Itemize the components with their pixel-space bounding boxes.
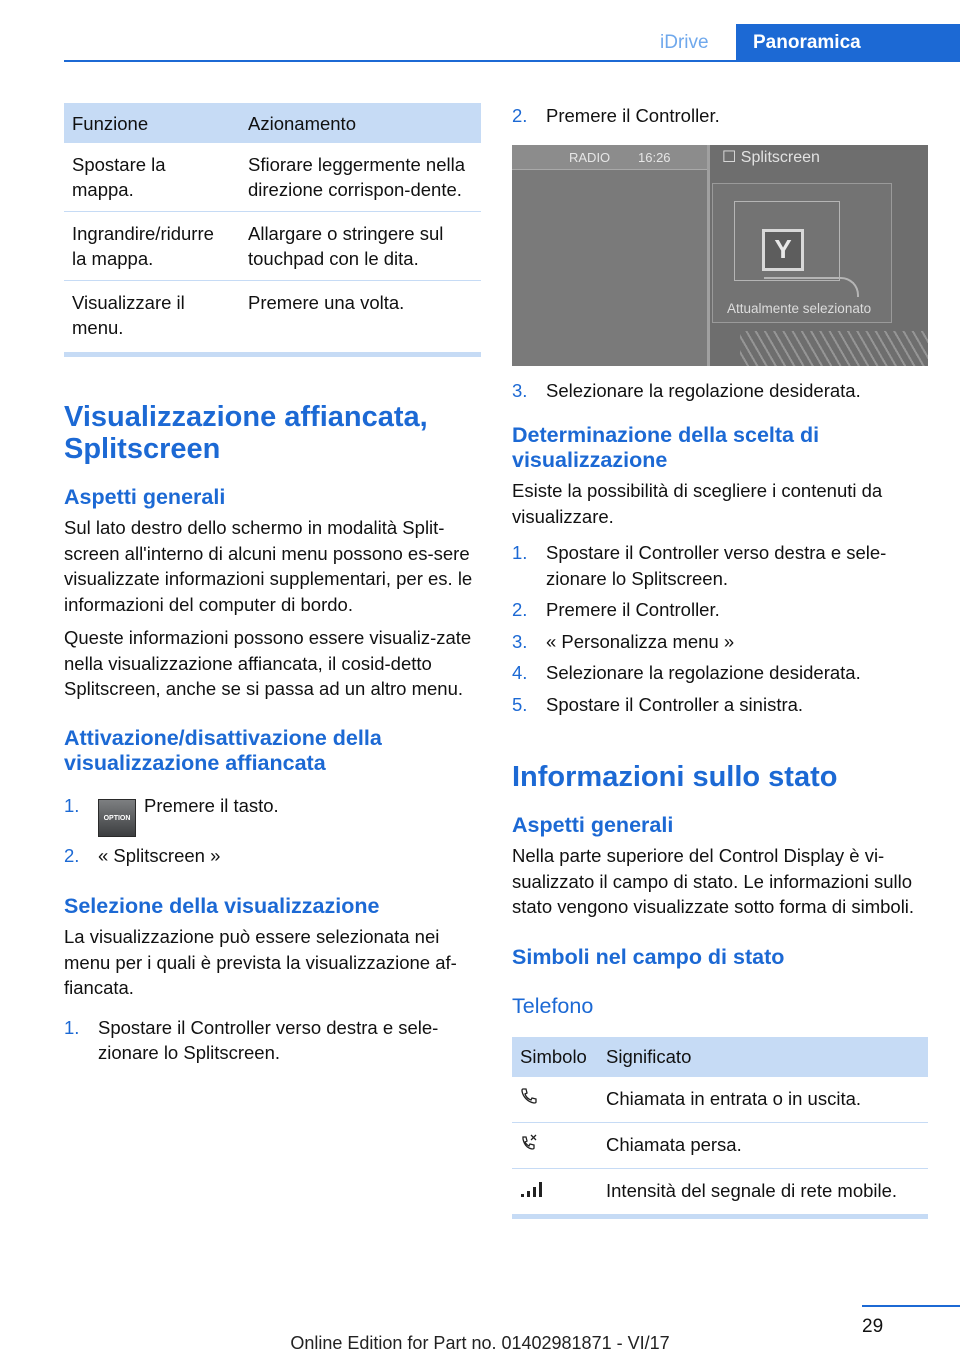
table-row [64,143,481,212]
paragraph: Nella parte superiore del Control Display è vi-sualizzato il campo di stato. Le informazioni sullo stato vengono visualizzate sotto forma di simboli. [512,845,915,917]
controls-table [64,103,481,352]
edition-footer: Online Edition for Part no. 01402981871 - VI/17 [290,1333,670,1353]
table-cell: Visualizzare il menu. [72,292,185,338]
paragraph: La visualizzazione può essere selezionata nei menu per i quali è prevista la visualizzazione af-fiancata. [64,926,457,998]
step-number: 2. [64,844,80,866]
selection-steps [64,1015,481,1066]
selection-steps-continued [512,378,928,404]
table-bottom-rule [64,352,481,357]
list-item [512,540,928,591]
step-number: 1. [64,1016,80,1038]
list-item [512,660,928,686]
subsection-title: Attivazione/disattivazione della visualizzazione affiancata [64,725,382,775]
table-cell [512,1168,598,1214]
screen-map-pattern [740,331,928,366]
table-cell: Chiamata persa. [598,1122,928,1168]
table-row [512,1122,928,1168]
paragraph: Sul lato destro dello schermo in modalità Split-screen all'interno di alcuni menu possono es-sere visualizzate informazioni supplementari, per es. le informazioni del computer di bordo. [64,517,473,615]
section-title: Informazioni sullo stato [512,761,838,793]
selection-steps-continued [512,103,928,129]
screen-splitscreen-title: ☐ Splitscreen [722,148,820,166]
table-cell: Spostare la mappa. [64,143,240,212]
step-text: Premere il Controller. [546,105,720,126]
step-number: 2. [512,599,528,620]
table-header-function: Funzione [64,103,240,143]
signal-strength-icon [520,1179,548,1205]
step-number: 2. [512,105,528,126]
section-title: Visualizzazione affiancata, Splitscreen [64,401,428,465]
table-cell: Intensità del segnale di rete mobile. [606,1179,898,1201]
list-item [64,793,481,837]
screen-radio-label: RADIO [569,149,611,165]
table-cell: Sfiorare leggermente nella direzione corrispon-dente. [240,143,481,212]
table-header-operation: Azionamento [240,103,481,143]
table-cell: Ingrandire/ridurre la mappa. [64,212,240,281]
subsection-title: Aspetti generali [64,485,226,509]
step-text: Spostare il Controller verso destra e sele-zionare lo Splitscreen. [98,1016,439,1063]
list-item [512,378,928,404]
right-column [512,103,928,1219]
list-item [512,103,928,129]
page-number-rule [862,1305,960,1307]
list-item [512,692,928,718]
symbols-table [512,1037,928,1214]
step-number: 3. [512,630,528,652]
list-item [64,1015,481,1066]
step-text: Selezionare la regolazione desiderata. [546,379,861,401]
screen-route-line [764,277,859,297]
table-cell [512,1122,598,1168]
phone-call-icon [520,1087,548,1113]
subsection-title: Determinazione della scelta di visualizzazione [512,423,820,472]
table-header-meaning: Significato [598,1037,928,1077]
step-text: Premere il Controller. [546,599,720,620]
screen-time-label: 16:26 [638,149,671,165]
subsection-title: Aspetti generali [512,813,674,837]
list-item [512,629,928,655]
paragraph: Queste informazioni possono essere visualiz-zate nella visualizzazione affiancata, il cosid-detto Splitscreen, anche se si passa ad un altro menu. [64,627,472,699]
step-number: 4. [512,662,528,683]
step-text: Spostare il Controller verso destra e sele-zionare lo Splitscreen. [546,542,887,589]
splitscreen-screenshot [512,145,928,366]
step-number: 3. [512,379,528,401]
determination-steps [512,540,928,717]
left-column [64,103,481,1066]
page-number: 29 [862,1316,884,1337]
step-number: 1. [512,542,528,563]
step-text: Spostare il Controller a sinistra. [546,693,804,715]
table-cell [512,1077,598,1123]
missed-call-icon [520,1133,548,1159]
activation-steps [64,793,481,869]
table-row [512,1077,928,1123]
table-row [64,281,481,353]
table-cell: Premere una volta. [248,292,405,313]
table-row [512,1168,928,1214]
step-text: Selezionare la regolazione desiderata. [546,662,861,683]
subsection-title: Selezione della visualizzazione [64,894,380,918]
header-chapter-label: Panoramica [736,24,960,62]
paragraph: Esiste la possibilità di scegliere i contenuti da visualizzare. [512,480,883,527]
table-cell: Chiamata in entrata o in uscita. [598,1077,928,1123]
table-row [64,212,481,281]
step-number: 1. [64,794,80,816]
table-cell: Allargare o stringere sul touchpad con le dita. [240,212,481,281]
road-junction-icon: Y [762,229,804,271]
step-number: 5. [512,693,528,715]
step-text: « Splitscreen » [98,844,221,866]
step-text: « Personalizza menu » [546,630,735,652]
table-header-symbol: Simbolo [512,1037,598,1077]
header-rule [64,60,960,62]
header-section-label: iDrive [660,32,709,53]
list-item [512,597,928,623]
list-item [64,843,481,869]
table-bottom-rule [512,1214,928,1219]
subsection-title: Telefono [512,993,594,1018]
option-button-icon: OPTION [98,799,136,837]
screen-selected-label: Attualmente selezionato [727,300,872,316]
subsection-title: Simboli nel campo di stato [512,944,785,969]
step-text: Premere il tasto. [144,794,279,816]
